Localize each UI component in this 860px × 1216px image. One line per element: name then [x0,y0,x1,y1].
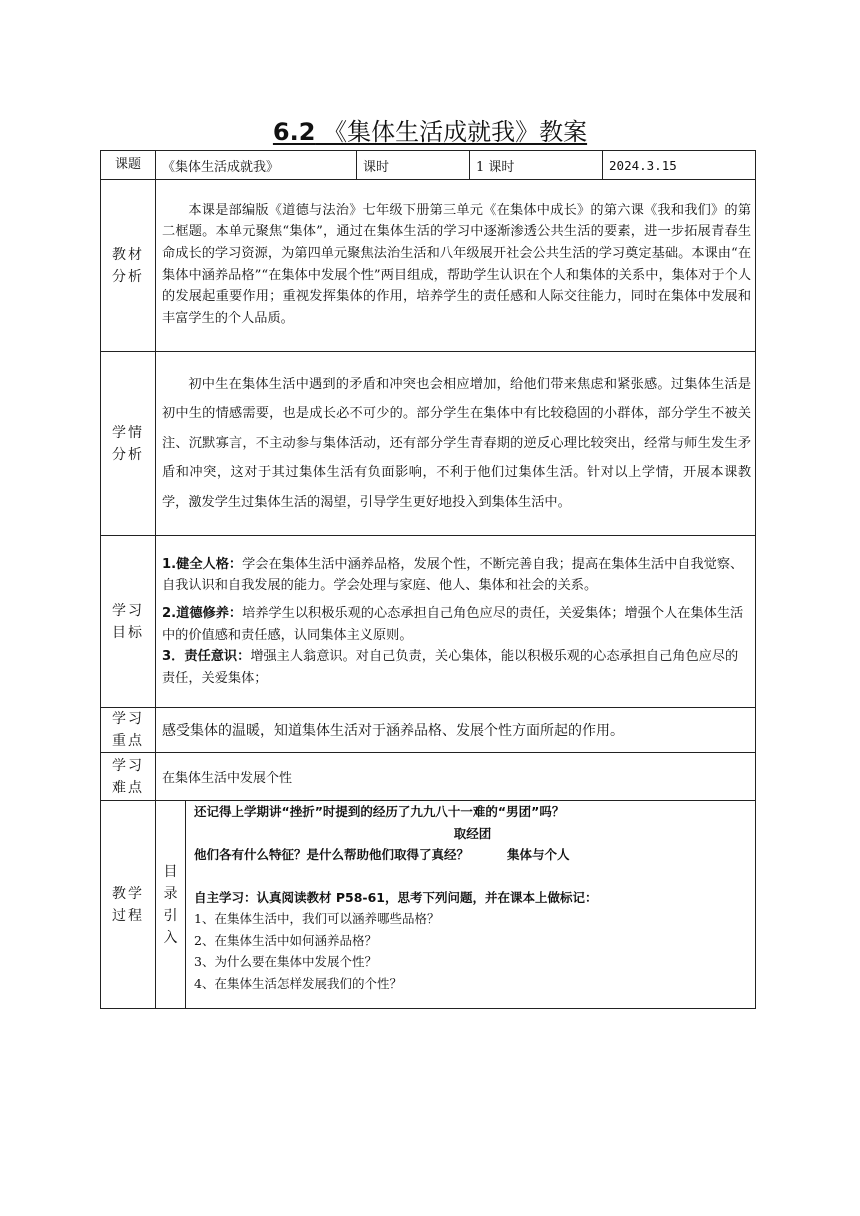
goal-heading: 1.健全人格： [162,556,243,572]
lesson-plan-table [100,150,756,1009]
header-row [101,151,756,180]
topic-label: 课题 [101,151,156,180]
keypoint-label: 学习重点 [101,708,156,753]
goals-label: 学习目标 [101,536,156,708]
goals-row [101,536,756,708]
difficulty-text: 在集体生活中发展个性 [156,753,756,801]
study-question: 4、在集体生活怎样发展我们的个性？ [194,975,402,991]
intro-question: 还记得上学期讲“挫折”时提到的经历了九九八十一难的“男团”吗？ [194,804,565,819]
goal-text: 培养学生以积极乐观的心态承担自己角色应尽的责任，关爱集体；增强个人在集体生活中的价值感和责任感，认同集体主义原则。 [162,605,744,643]
difficulty-row [101,753,756,801]
process-content [186,801,756,1009]
process-sub-label: 目录引入 [156,801,186,1009]
students-text: 初中生在集体生活中遇到的矛盾和冲突也会相应增加，给他们带来焦虑和紧张感。过集体生活是初中生的情感需要，也是成长必不可少的。部分学生在集体中有比较稳固的小群体，部分学生不被关注、沉默寡言，不主动参与集体活动，还有部分学生青春期的逆反心理比较突出，经常与师生发生矛盾和冲突，这对于其过集体生活有负面影响，不利于他们过集体生活。针对以上学情，开展本课教学，激发学生过集体生活的渴望，引导学生更好地投入到集体生活中。 [156,352,756,536]
goal-heading: 3．责任意识： [162,649,251,665]
students-label: 学情分析 [101,352,156,536]
material-label: 教材分析 [101,180,156,352]
goal-text: 增强主人翁意识。对自己负责，关心集体，能以积极乐观的心态承担自己角色应尽的责任，关爱集体； [162,649,739,686]
intro-answer: 取经团 [453,825,492,841]
students-row [101,352,756,536]
topic-value: 《集体生活成就我》 [156,151,357,180]
followup-question: 他们各有什么特征？是什么帮助他们取得了真经？ [194,847,470,862]
hours-label: 课时 [357,151,470,180]
goals-content [156,536,756,708]
title-text: 《集体生活成就我》教案 [315,118,588,146]
intro-followup [194,844,751,866]
study-question: 3、为什么要在集体中发展个性？ [194,954,377,969]
goal-item [162,554,751,597]
self-study-instruction: 自主学习：认真阅读教材 P58-61，思考下列问题，并在课本上做标记： [194,889,598,905]
goal-heading: 2.道德修养： [162,605,243,621]
material-row [101,180,756,352]
goal-item [162,646,751,689]
followup-answer: 集体与个人 [507,847,570,862]
hours-value: 1 课时 [470,151,603,180]
title-number: 6.2 [272,118,316,146]
study-question: 2、在集体生活中如何涵养品格？ [194,932,377,948]
keypoint-text: 感受集体的温暖，知道集体生活对于涵养品格、发展个性方面所起的作用。 [156,708,756,753]
process-label: 教学过程 [101,801,156,1009]
process-row [101,801,756,1009]
study-question: 1、在集体生活中，我们可以涵养哪些品格？ [194,911,440,926]
keypoint-row [101,708,756,753]
difficulty-label: 学习难点 [101,753,156,801]
goal-text: 学会在集体生活中涵养品格，发展个性，不断完善自我；提高在集体生活中自我觉察、自我认识和自我发展的能力。学会处理与家庭、他人、集体和社会的关系。 [162,556,744,594]
material-text: 本课是部编版《道德与法治》七年级下册第三单元《在集体中成长》的第六课《我和我们》的第二框题。本单元聚焦“集体”，通过在集体生活的学习中逐渐渗透公共生活的要素，进一步拓展青春生命成长的学习资源，为第四单元聚焦法治生活和八年级展开社会公共生活的学习奠定基础。本课由“在集体中涵养品格”“在集体中发展个性”两目组成，帮助学生认识在个人和集体的关系中，集体对于个人的发展起重要作用；重视发挥集体的作用，培养学生的责任感和人际交往能力，同时在集体中发展和丰富学生的个人品质。 [156,180,756,352]
document-title [0,112,860,147]
date-value: 2024.3.15 [603,151,756,180]
goal-item [162,603,751,646]
